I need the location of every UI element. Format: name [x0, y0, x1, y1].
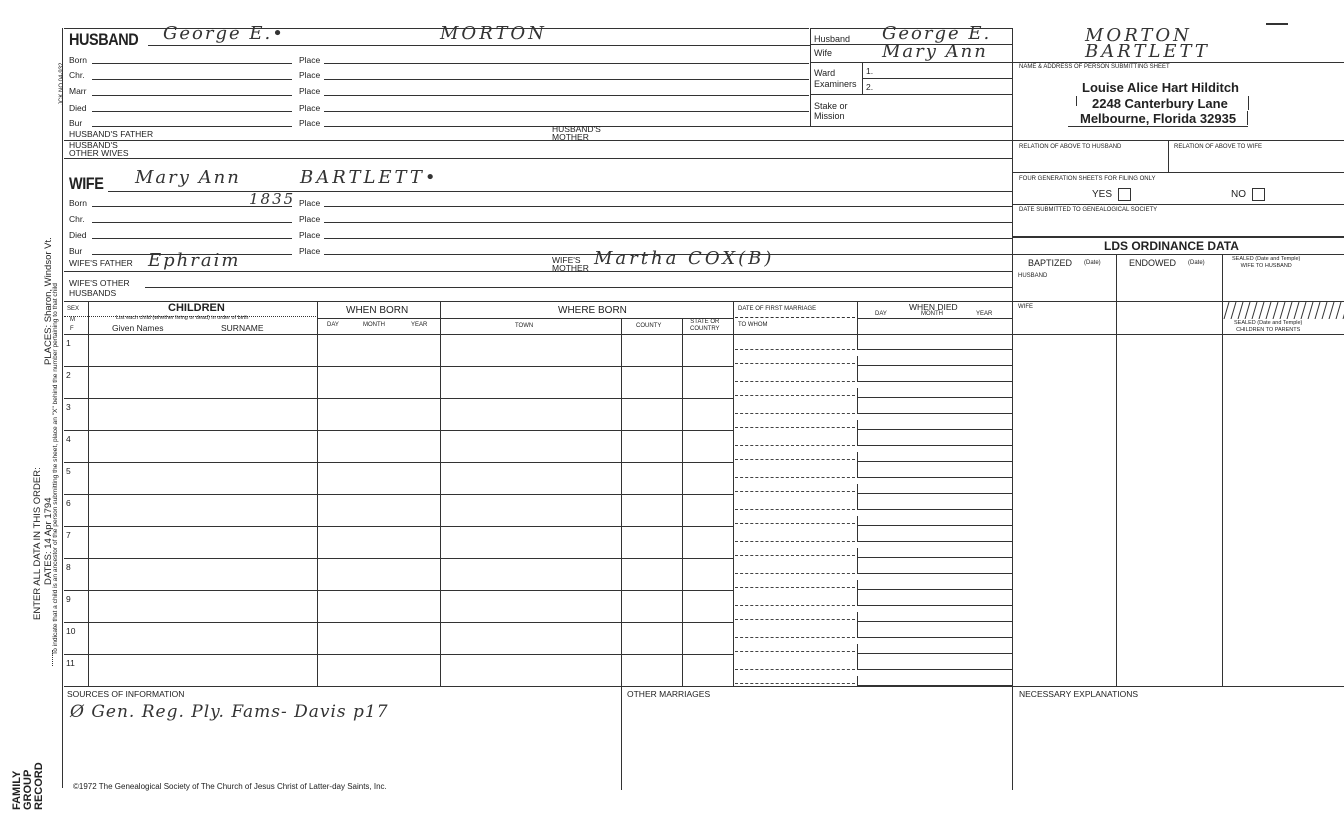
panel-wife-surname: BARTLETT: [1085, 41, 1210, 62]
marriage-whom-line[interactable]: [735, 459, 855, 460]
child-row[interactable]: [64, 430, 733, 462]
examiner-2-label: 2.: [866, 82, 874, 92]
wife-chr-place-field[interactable]: [324, 222, 1012, 223]
surname-header: SURNAME: [221, 323, 264, 333]
marriage-whom-line[interactable]: [735, 363, 855, 364]
husband-died-place-field[interactable]: [324, 111, 809, 112]
husband-chr-place-label: Place: [299, 70, 321, 80]
yes-checkbox[interactable]: [1118, 188, 1131, 201]
sex-label: SEX: [67, 306, 80, 312]
wife-chr-place-label: Place: [299, 214, 321, 224]
marriage-whom-line[interactable]: [735, 427, 855, 428]
husband-bur-field[interactable]: [92, 126, 292, 127]
when-died-field[interactable]: [857, 558, 1013, 574]
when-died-field[interactable]: [857, 366, 1013, 382]
child-row[interactable]: [64, 590, 733, 622]
husband-bur-label: Bur: [69, 118, 83, 128]
when-died-field[interactable]: [857, 622, 1013, 638]
enter-all-data-label: ENTER ALL DATA IN THIS ORDER:: [32, 467, 43, 620]
wifes-mother-name: Martha COX(B): [594, 248, 775, 269]
child-row[interactable]: [64, 654, 733, 686]
form-code: JCK NO 04-932: [59, 62, 65, 105]
relation-husband-label: RELATION OF ABOVE TO HUSBAND: [1019, 144, 1122, 150]
born-month-header: MONTH: [363, 322, 385, 328]
husband-heading: HUSBAND: [69, 30, 139, 49]
when-born-header: WHEN BORN: [346, 305, 409, 316]
wife-died-place-label: Place: [299, 230, 321, 240]
marriage-date-line[interactable]: [735, 573, 855, 574]
other-marriages-label: OTHER MARRIAGES: [627, 689, 711, 699]
family-group-record-title: FAMILY GROUP RECORD: [11, 762, 45, 810]
child-row-number: 2: [66, 370, 71, 380]
wife-born-year: 1835: [249, 190, 296, 208]
marriage-date-line[interactable]: [735, 349, 855, 350]
examiner-1-label: 1.: [866, 66, 874, 76]
wife-died-label: Died: [69, 230, 87, 240]
wife-bur-place-label: Place: [299, 246, 321, 256]
relation-wife-label: RELATION OF ABOVE TO WIFE: [1174, 144, 1263, 150]
wifes-father-name: Ephraim: [148, 250, 241, 271]
wife-chr-field[interactable]: [92, 222, 292, 223]
wife-chr-label: Chr.: [69, 214, 85, 224]
husband-bur-place-label: Place: [299, 118, 321, 128]
died-year-header: YEAR: [976, 311, 993, 317]
husband-died-place-label: Place: [299, 103, 321, 113]
baptized-header: BAPTIZED: [1028, 258, 1073, 268]
when-died-field[interactable]: [857, 334, 1013, 350]
marriage-date-line[interactable]: [735, 637, 855, 638]
child-row[interactable]: [64, 622, 733, 654]
when-died-field[interactable]: [857, 398, 1013, 414]
marriage-whom-line[interactable]: [735, 555, 855, 556]
husband-born-label: Born: [69, 55, 87, 65]
examiners-label: Examiners: [814, 79, 857, 89]
marriage-whom-line[interactable]: [735, 651, 855, 652]
child-row[interactable]: [64, 526, 733, 558]
wife-bur-label: Bur: [69, 246, 83, 256]
endowed-date-note: (Date): [1188, 260, 1205, 266]
baptized-date-note: (Date): [1084, 260, 1101, 266]
ordinance-husband-label: HUSBAND: [1018, 273, 1048, 279]
no-checkbox[interactable]: [1252, 188, 1265, 201]
born-year-header: YEAR: [411, 322, 428, 328]
child-row-number: 5: [66, 466, 71, 476]
wife-born-label: Born: [69, 198, 87, 208]
husband-marr-place-label: Place: [299, 86, 321, 96]
wifes-father-label: WIFE'S FATHER: [69, 258, 133, 268]
husband-died-label: Died: [69, 103, 87, 113]
sex-m-label: M: [70, 317, 75, 323]
given-names-header: Given Names: [112, 323, 164, 333]
dates-example: DATES: 14 Apr 1794: [43, 497, 54, 585]
children-instruction: List each child (whether living or dead) in order of birth: [116, 315, 249, 321]
sex-f-label: F: [70, 326, 74, 332]
when-died-field[interactable]: [857, 590, 1013, 606]
yes-label: YES: [1092, 189, 1113, 200]
child-row-number: 3: [66, 402, 71, 412]
wife-surname: BARTLETT•: [300, 167, 439, 188]
marriage-date-line[interactable]: [735, 445, 855, 446]
child-row[interactable]: [64, 462, 733, 494]
submitter-street: 2248 Canterbury Lane: [1092, 96, 1228, 111]
date-submitted-label: DATE SUBMITTED TO GENEALOGICAL SOCIETY: [1019, 207, 1158, 213]
husband-chr-place-field[interactable]: [324, 79, 809, 80]
no-label: NO: [1231, 189, 1246, 200]
child-row[interactable]: [64, 398, 733, 430]
panel-wife-name: Mary Ann: [882, 41, 988, 62]
wife-died-field[interactable]: [92, 238, 292, 239]
county-header: COUNTY: [636, 323, 662, 329]
wife-born-place-field[interactable]: [324, 206, 1012, 207]
marriage-whom-line[interactable]: [735, 491, 855, 492]
when-died-field[interactable]: [857, 430, 1013, 446]
husbands-mother-label: HUSBAND'S MOTHER: [552, 124, 601, 142]
marriage-date-line[interactable]: [735, 477, 855, 478]
born-day-header: DAY: [327, 322, 339, 328]
husband-marr-label: Marr: [69, 86, 87, 96]
panel-husband-name: George E.: [882, 23, 992, 44]
child-row-number: 8: [66, 562, 71, 572]
state-country-header: STATE OR COUNTRY: [690, 319, 720, 332]
sealed-children-header: SEALED (Date and Temple) CHILDREN TO PARENTS: [1234, 320, 1303, 333]
husband-marr-field[interactable]: [92, 95, 292, 96]
ancestor-instruction: To indicate that a child is an ancestor of the person submitting the sheet, place an "X" behind the number pertaining to that child: [52, 283, 59, 655]
child-row-number: 10: [66, 626, 76, 636]
places-example: PLACES: Sharon, Windsor Vt.: [43, 237, 54, 365]
marriage-date-line[interactable]: [735, 509, 855, 510]
panel-wife-label: Wife: [814, 48, 832, 58]
child-row-number: 6: [66, 498, 71, 508]
when-died-field[interactable]: [857, 526, 1013, 542]
husband-born-place-field[interactable]: [324, 63, 809, 64]
died-month-header: MONTH: [921, 311, 943, 317]
husband-chr-field[interactable]: [92, 79, 292, 80]
children-heading: CHILDREN: [168, 302, 225, 314]
wifes-other-husbands-label: WIFE'S OTHER HUSBANDS: [69, 278, 130, 298]
husbands-other-wives-label: HUSBAND'S OTHER WIVES: [69, 140, 129, 158]
child-row[interactable]: [64, 494, 733, 526]
when-died-field[interactable]: [857, 494, 1013, 510]
marriage-whom-line[interactable]: [735, 587, 855, 588]
ward-label: Ward: [814, 68, 836, 78]
town-header: TOWN: [515, 323, 534, 329]
to-whom-header: TO WHOM: [738, 322, 768, 328]
sources-label: SOURCES OF INFORMATION: [67, 689, 185, 699]
wife-born-place-label: Place: [299, 198, 321, 208]
submitter-name: Louise Alice Hart Hilditch: [1082, 80, 1239, 95]
four-generation-label: FOUR GENERATION SHEETS FOR FILING ONLY: [1019, 176, 1156, 182]
date-first-marriage-header: DATE OF FIRST MARRIAGE: [738, 306, 817, 312]
copyright-notice: ©1972 The Genealogical Society of The Church of Jesus Christ of Latter-day Saints, Inc.: [73, 782, 387, 791]
child-row-number: 7: [66, 530, 71, 540]
when-died-field[interactable]: [857, 462, 1013, 478]
marriage-date-line[interactable]: [735, 381, 855, 382]
husband-chr-label: Chr.: [69, 70, 85, 80]
submitter-city: Melbourne, Florida 32935: [1080, 111, 1237, 126]
husband-born-field[interactable]: [92, 63, 292, 64]
necessary-explanations-label: NECESSARY EXPLANATIONS: [1019, 689, 1139, 699]
lds-ordinance-title: LDS ORDINANCE DATA: [1104, 239, 1239, 253]
endowed-header: ENDOWED: [1129, 258, 1176, 268]
when-died-underline: [857, 685, 1012, 686]
husbands-father-label: HUSBAND'S FATHER: [69, 129, 154, 139]
husband-born-place-label: Place: [299, 55, 321, 65]
husband-marr-place-field[interactable]: [324, 95, 809, 96]
child-row-number: 1: [66, 338, 71, 348]
wife-heading: WIFE: [69, 174, 104, 193]
sources-text: Ø Gen. Reg. Ply. Fams- Davis p17: [70, 702, 389, 722]
wife-died-place-field[interactable]: [324, 238, 1012, 239]
husband-died-field[interactable]: [92, 111, 292, 112]
wife-given-names: Mary Ann: [135, 167, 241, 188]
child-row-number: 9: [66, 594, 71, 604]
wifes-mother-label: WIFE'S MOTHER: [552, 255, 589, 273]
marriage-whom-line[interactable]: [735, 523, 855, 524]
child-row-number: 11: [66, 658, 75, 668]
ordinance-wife-label: WIFE: [1018, 304, 1033, 310]
stake-mission-label: Stake or Mission: [814, 101, 848, 121]
when-died-field[interactable]: [857, 654, 1013, 670]
husband-bur-place-field[interactable]: [324, 126, 1012, 127]
child-row[interactable]: [64, 366, 733, 398]
name-address-label: NAME & ADDRESS OF PERSON SUBMITTING SHEET: [1019, 64, 1170, 70]
when-died-header: WHEN DIED: [909, 302, 958, 312]
child-row-number: 4: [66, 434, 71, 444]
marriage-date-line[interactable]: [735, 413, 855, 414]
marriage-whom-line[interactable]: [735, 619, 855, 620]
marriage-date-line[interactable]: [735, 605, 855, 606]
hatched-box: [1223, 302, 1344, 319]
sealed-wife-header: SEALED (Date and Temple) WIFE TO HUSBAND: [1232, 256, 1301, 269]
panel-husband-label: Husband: [814, 34, 851, 44]
died-day-header: DAY: [875, 311, 887, 317]
marriage-whom-line[interactable]: [735, 683, 855, 684]
marriage-whom-line[interactable]: [735, 395, 855, 396]
where-born-header: WHERE BORN: [558, 305, 627, 316]
marriage-date-line[interactable]: [735, 669, 855, 670]
panel-husband-surname: MORTON: [1085, 25, 1192, 46]
husband-given-names: George E.•: [163, 23, 285, 44]
marriage-date-line[interactable]: [735, 541, 855, 542]
child-row[interactable]: [64, 558, 733, 590]
husband-surname: MORTON: [440, 23, 547, 44]
child-row[interactable]: [64, 334, 733, 366]
